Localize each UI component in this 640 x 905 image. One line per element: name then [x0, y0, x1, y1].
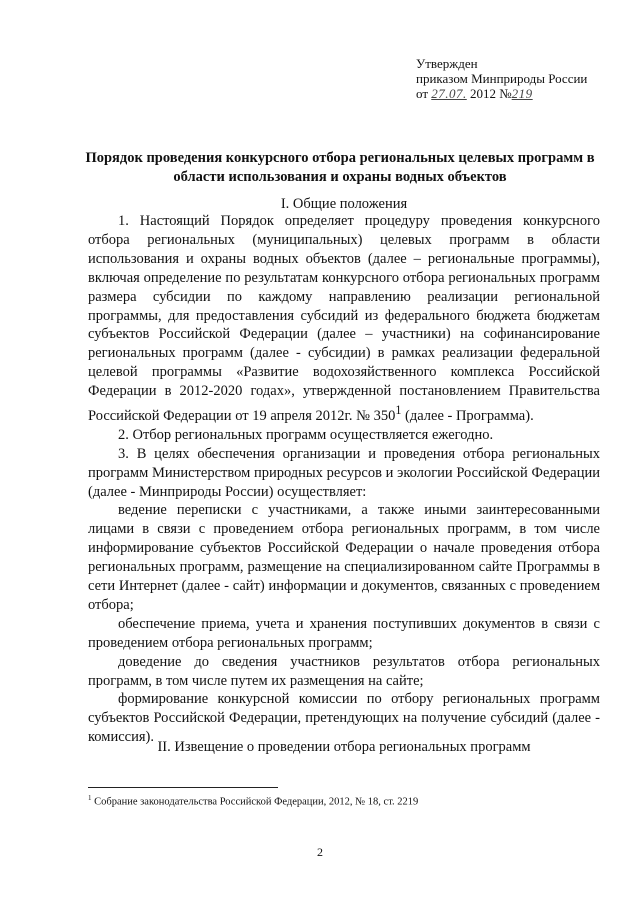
approval-number-sign: № [499, 86, 512, 101]
paragraph-1-text: 1. Настоящий Порядок определяет процедуру проведения конкурсного отбора региональных (муниципальных) целевых программ в области использования и охраны водных объектов (далее – региональные программы), включая определение по результатам конкурсного отбора региональных программ размера субсидии по каждому направлению реализации региональной программы, для предоставления субсидий из федерального бюджета бюджетам субъектов Российской Федерации (далее – участники) на софинансирование региональных программ (далее - субсидии) в рамках реализации федеральной целевой программы «Развитие водохозяйственного комплекса Российской Федерации в 2012-2020 годах», утвержденной постановлением Правительства Российской Федерации от 19 апреля 2012г. № 350 [88, 213, 600, 424]
paragraph-6: доведение до сведения участников результатов отбора региональных программ, в том числе путем их размещения на сайте; [88, 653, 600, 689]
paragraph-1 [88, 212, 600, 426]
footnote-reference: 1 [395, 403, 402, 418]
footnote-text: Собрание законодательства Российской Федерации, 2012, № 18, ст. 2219 [94, 796, 419, 808]
footnote [88, 792, 418, 809]
paragraph-7: формирование конкурсной комиссии по отбору региональных программ субъектов Российской Федерации, претендующих на получение субсидий (далее - комиссия). [88, 691, 600, 746]
approval-year: 2012 [470, 86, 497, 101]
paragraph-5: обеспечение приема, учета и хранения поступивших документов в связи с проведением отбора региональных программ; [88, 615, 600, 651]
document-body [88, 212, 600, 747]
approval-line1: Утвержден [416, 56, 478, 71]
approval-line2: приказом Минприроды России [416, 71, 588, 86]
approval-date-line [416, 86, 587, 101]
approval-prefix: от [416, 86, 429, 101]
footnote-mark: 1 [88, 794, 92, 802]
approval-stamp [416, 56, 587, 101]
paragraph-2: 2. Отбор региональных программ осуществляется ежегодно. [118, 426, 494, 443]
section-heading-notice: II. Извещение о проведении отбора региональных программ [157, 739, 531, 755]
paragraph-4: ведение переписки с участниками, а также иными заинтересованными лицами в связи с проведением отбора региональных программ, в том числе информирование субъектов Российской Федерации о начале проведения отбора региональных программ, размещение на специализированном сайте Программы в сети Интернет (далее - сайт) информации и документов, связанных с проведением отбора; [88, 502, 600, 613]
footnote-divider [88, 787, 278, 788]
paragraph-3: 3. В целях обеспечения организации и проведения отбора региональных программ Министерством природных ресурсов и экологии Российской Федерации (далее - Минприроды России) осуществляет: [88, 445, 600, 500]
approval-number: 219 [511, 86, 533, 101]
section-heading-general: I. Общие положения [280, 196, 408, 212]
approval-date: 27.07. [431, 86, 467, 101]
document-title: Порядок проведения конкурсного отбора региональных целевых программ в области использования и охраны водных объектов [85, 150, 595, 185]
paragraph-1-tail: (далее - Программа). [401, 407, 534, 424]
page-number: 2 [317, 845, 323, 859]
